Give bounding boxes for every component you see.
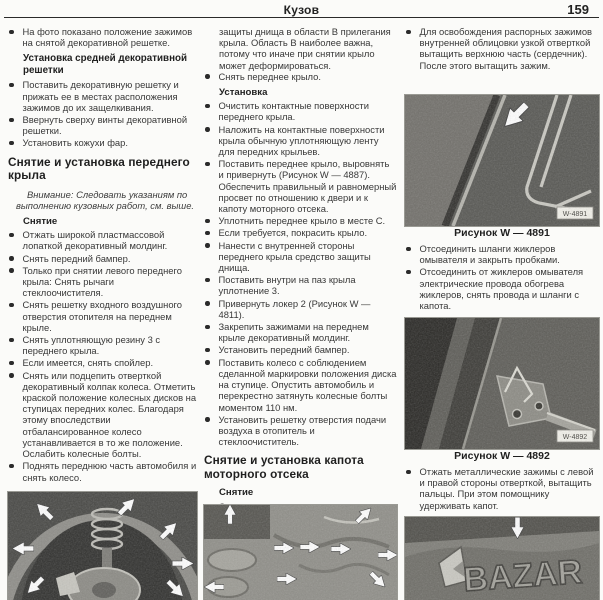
column-right-list	[405, 466, 599, 512]
list-item-text: Нанести с внутренней стороны переднего крыла средство защиты днища.	[218, 239, 371, 274]
list-item	[8, 370, 197, 460]
list-item-text: Поднять переднюю часть автомобиля и снять колесо.	[22, 460, 197, 483]
photo-label: W-4891	[562, 211, 588, 218]
bullet-icon	[205, 325, 210, 330]
list-item-text: На фото показано положение зажимов на снятой декоративной решетке.	[22, 26, 193, 49]
bullet-icon	[406, 270, 411, 275]
list-item-text: Закрепить зажимами на переднем крыле декоративный молдинг.	[218, 321, 369, 344]
list-item-text: Только при снятии левого переднего крыла: Снять рычаги стеклоочистителя.	[22, 264, 182, 299]
list-item	[204, 298, 397, 320]
bullet-icon	[9, 256, 14, 261]
list-item	[204, 158, 397, 214]
figure-hood-watermark-photo	[405, 517, 599, 600]
bullet-icon	[205, 360, 210, 365]
bullet-icon	[9, 338, 14, 343]
list-item	[8, 137, 197, 148]
bullet-icon	[205, 243, 210, 248]
list-item-text: Отжать широкой пластмассовой лопаткой декоративный молдинг.	[22, 229, 168, 252]
list-item-text: Отсоединить от жиклеров омывателя электрические провода обогрева жиклеров, снять провода и шланги с капота.	[419, 266, 584, 312]
bullet-icon	[205, 417, 210, 422]
list-item	[8, 334, 197, 356]
header-rule	[4, 17, 599, 18]
list-item	[8, 265, 197, 299]
column-right-list	[405, 243, 599, 312]
section-heading: Снятие и установка капота моторного отсека	[204, 453, 364, 481]
list-item	[204, 227, 397, 238]
list-item-text: Снять или подцепить отверткой декоративный колпак колеса. Отметить краской положение колесных дисков на ступицах передних колес. Благодаря этому впоследствии отбалансированное колесо устанавливается в то же положение. Ослабить колесные болты.	[22, 369, 197, 460]
list-item	[8, 114, 197, 136]
list-item-text: Поставить декоративную решетку и прижать ее в местах расположения зажимов до их защелкивания.	[22, 79, 179, 113]
bullet-icon	[205, 162, 210, 167]
list-item-text: Снять передний бампер.	[22, 252, 131, 264]
figure-w4892-photo	[405, 318, 599, 449]
list-item	[405, 243, 599, 265]
list-item-text: Установить кожухи фар.	[22, 137, 128, 149]
hood-top-illustration	[405, 517, 599, 600]
bullet-icon	[406, 247, 411, 252]
figure-caption: Рисунок W — 4891	[454, 227, 550, 239]
photo-label: W-4892	[562, 434, 588, 441]
bullet-icon	[9, 361, 14, 366]
list-item-text: Поставить переднее крыло, выровнять и привернуть (Рисунок W — 4887). Обеспечить правильный и равномерный просвет по отношению к двери и к капоту моторного отсека.	[218, 158, 397, 215]
list-item-text: Отжать металлические зажимы с левой и правой стороны отверткой, вытащить пальцы. При этом помощнику удерживать капот.	[419, 466, 594, 511]
list-item	[8, 79, 197, 113]
hood-washer-hose-illustration	[405, 95, 599, 226]
wheel-arch-illustration	[8, 492, 197, 600]
list-item-text: Ввернуть сверху винты декоративной решетки.	[22, 114, 188, 137]
list-item-text: Снять уплотняющую резину 3 с переднего крыла.	[22, 334, 161, 357]
bullet-icon	[205, 231, 210, 236]
list-item	[8, 229, 197, 251]
list-item	[405, 466, 599, 511]
attention-note: Внимание: Следовать указаниям по выполнению кузовных работ, см. выше.	[16, 188, 195, 211]
bullet-icon	[406, 30, 411, 35]
section-subtitle: Установка средней декоративной решетки	[23, 53, 188, 76]
watermark-text: BAZAR	[462, 552, 584, 600]
list-item-text: Установить передний бампер.	[218, 344, 350, 356]
page-title: Кузов	[283, 3, 320, 17]
hood-hinge-illustration	[405, 318, 599, 449]
list-item-text: Если имеется, снять спойлер.	[22, 357, 154, 369]
bullet-icon	[9, 268, 14, 273]
section-heading: Снятие и установка переднего крыла	[8, 154, 190, 183]
list-item	[8, 460, 197, 482]
list-item	[204, 414, 397, 448]
bullet-icon	[205, 278, 210, 283]
list-item	[8, 299, 197, 333]
list-item	[204, 321, 397, 343]
column-left	[8, 26, 197, 484]
bullet-icon	[205, 104, 210, 109]
bullet-icon	[9, 141, 14, 146]
figure-hood-underside-photo	[204, 505, 397, 600]
bullet-icon	[406, 470, 411, 475]
column-middle	[204, 26, 397, 513]
figure-caption: Рисунок W — 4892	[454, 450, 550, 462]
list-item	[204, 215, 397, 226]
bullet-icon	[9, 118, 14, 123]
bullet-icon	[9, 30, 14, 35]
bullet-icon	[9, 83, 14, 88]
sub-heading: Снятие	[219, 487, 254, 499]
list-item	[8, 253, 197, 264]
list-item-text: Отсоединить шланги жиклеров омывателя и закрыть пробками.	[419, 243, 560, 266]
list-item	[204, 100, 397, 122]
list-item-text: Уплотнить переднее крыло в месте С.	[218, 215, 386, 227]
page-number: 159	[567, 2, 589, 17]
sub-heading: Снятие	[23, 216, 58, 228]
list-item-text: Снять решетку входного воздушного отверстия отопителя на переднем крыле.	[22, 299, 182, 333]
figure-w4891-photo	[405, 95, 599, 226]
list-item	[204, 357, 397, 413]
list-item-text: Для освобождения распорных зажимов внутренней облицовки узкой отверткой вытащить верхнюю часть (сердечник). После этого вытащить зажим.	[419, 26, 593, 71]
column-right	[405, 26, 599, 72]
list-item	[8, 357, 197, 368]
bullet-icon	[205, 219, 210, 224]
bullet-icon	[9, 233, 14, 238]
paragraph-continuation: защиты днища в области В прилегания крыла. Область В наиболее важна, потому что иначе при снятии крыло может деформироваться.	[219, 26, 391, 71]
bullet-icon	[9, 464, 14, 469]
list-item	[204, 240, 397, 274]
list-item	[204, 344, 397, 355]
hood-underside-illustration	[204, 505, 397, 600]
figure-wheel-arch-photo	[8, 492, 197, 600]
list-item	[405, 26, 599, 71]
bullet-icon	[205, 74, 210, 79]
list-item-text: Если требуется, покрасить крыло.	[218, 227, 368, 239]
list-item-text: Привернуть локер 2 (Рисунок W — 4811).	[218, 297, 371, 320]
list-item	[204, 124, 397, 158]
list-item-text: Поставить колесо с соблюдением сделанной маркировки положения диска на ступице. Опустить автомобиль и перекрестно затянуть колесные болты моментом 110 нм.	[218, 356, 397, 413]
list-item	[204, 71, 397, 82]
list-item-text: Наложить на контактные поверхности крыла обычную уплотняющую ленту для передних крыльев.	[218, 123, 385, 158]
bullet-icon	[9, 373, 14, 378]
list-item-text: Снять переднее крыло.	[218, 70, 321, 82]
list-item-text: Поставить внутри на паз крыла уплотнение 3.	[218, 274, 356, 297]
list-item	[204, 274, 397, 296]
bullet-icon	[205, 301, 210, 306]
list-item	[405, 266, 599, 311]
list-item	[8, 26, 197, 48]
list-item-text: Очистить контактные поверхности переднего крыла.	[218, 100, 369, 123]
sub-heading: Установка	[219, 87, 268, 99]
list-item-text: Установить решетку отверстия подачи воздуха в отопитель и стеклоочиститель.	[218, 413, 387, 448]
bullet-icon	[205, 348, 210, 353]
bullet-icon	[9, 303, 14, 308]
bullet-icon	[205, 127, 210, 132]
